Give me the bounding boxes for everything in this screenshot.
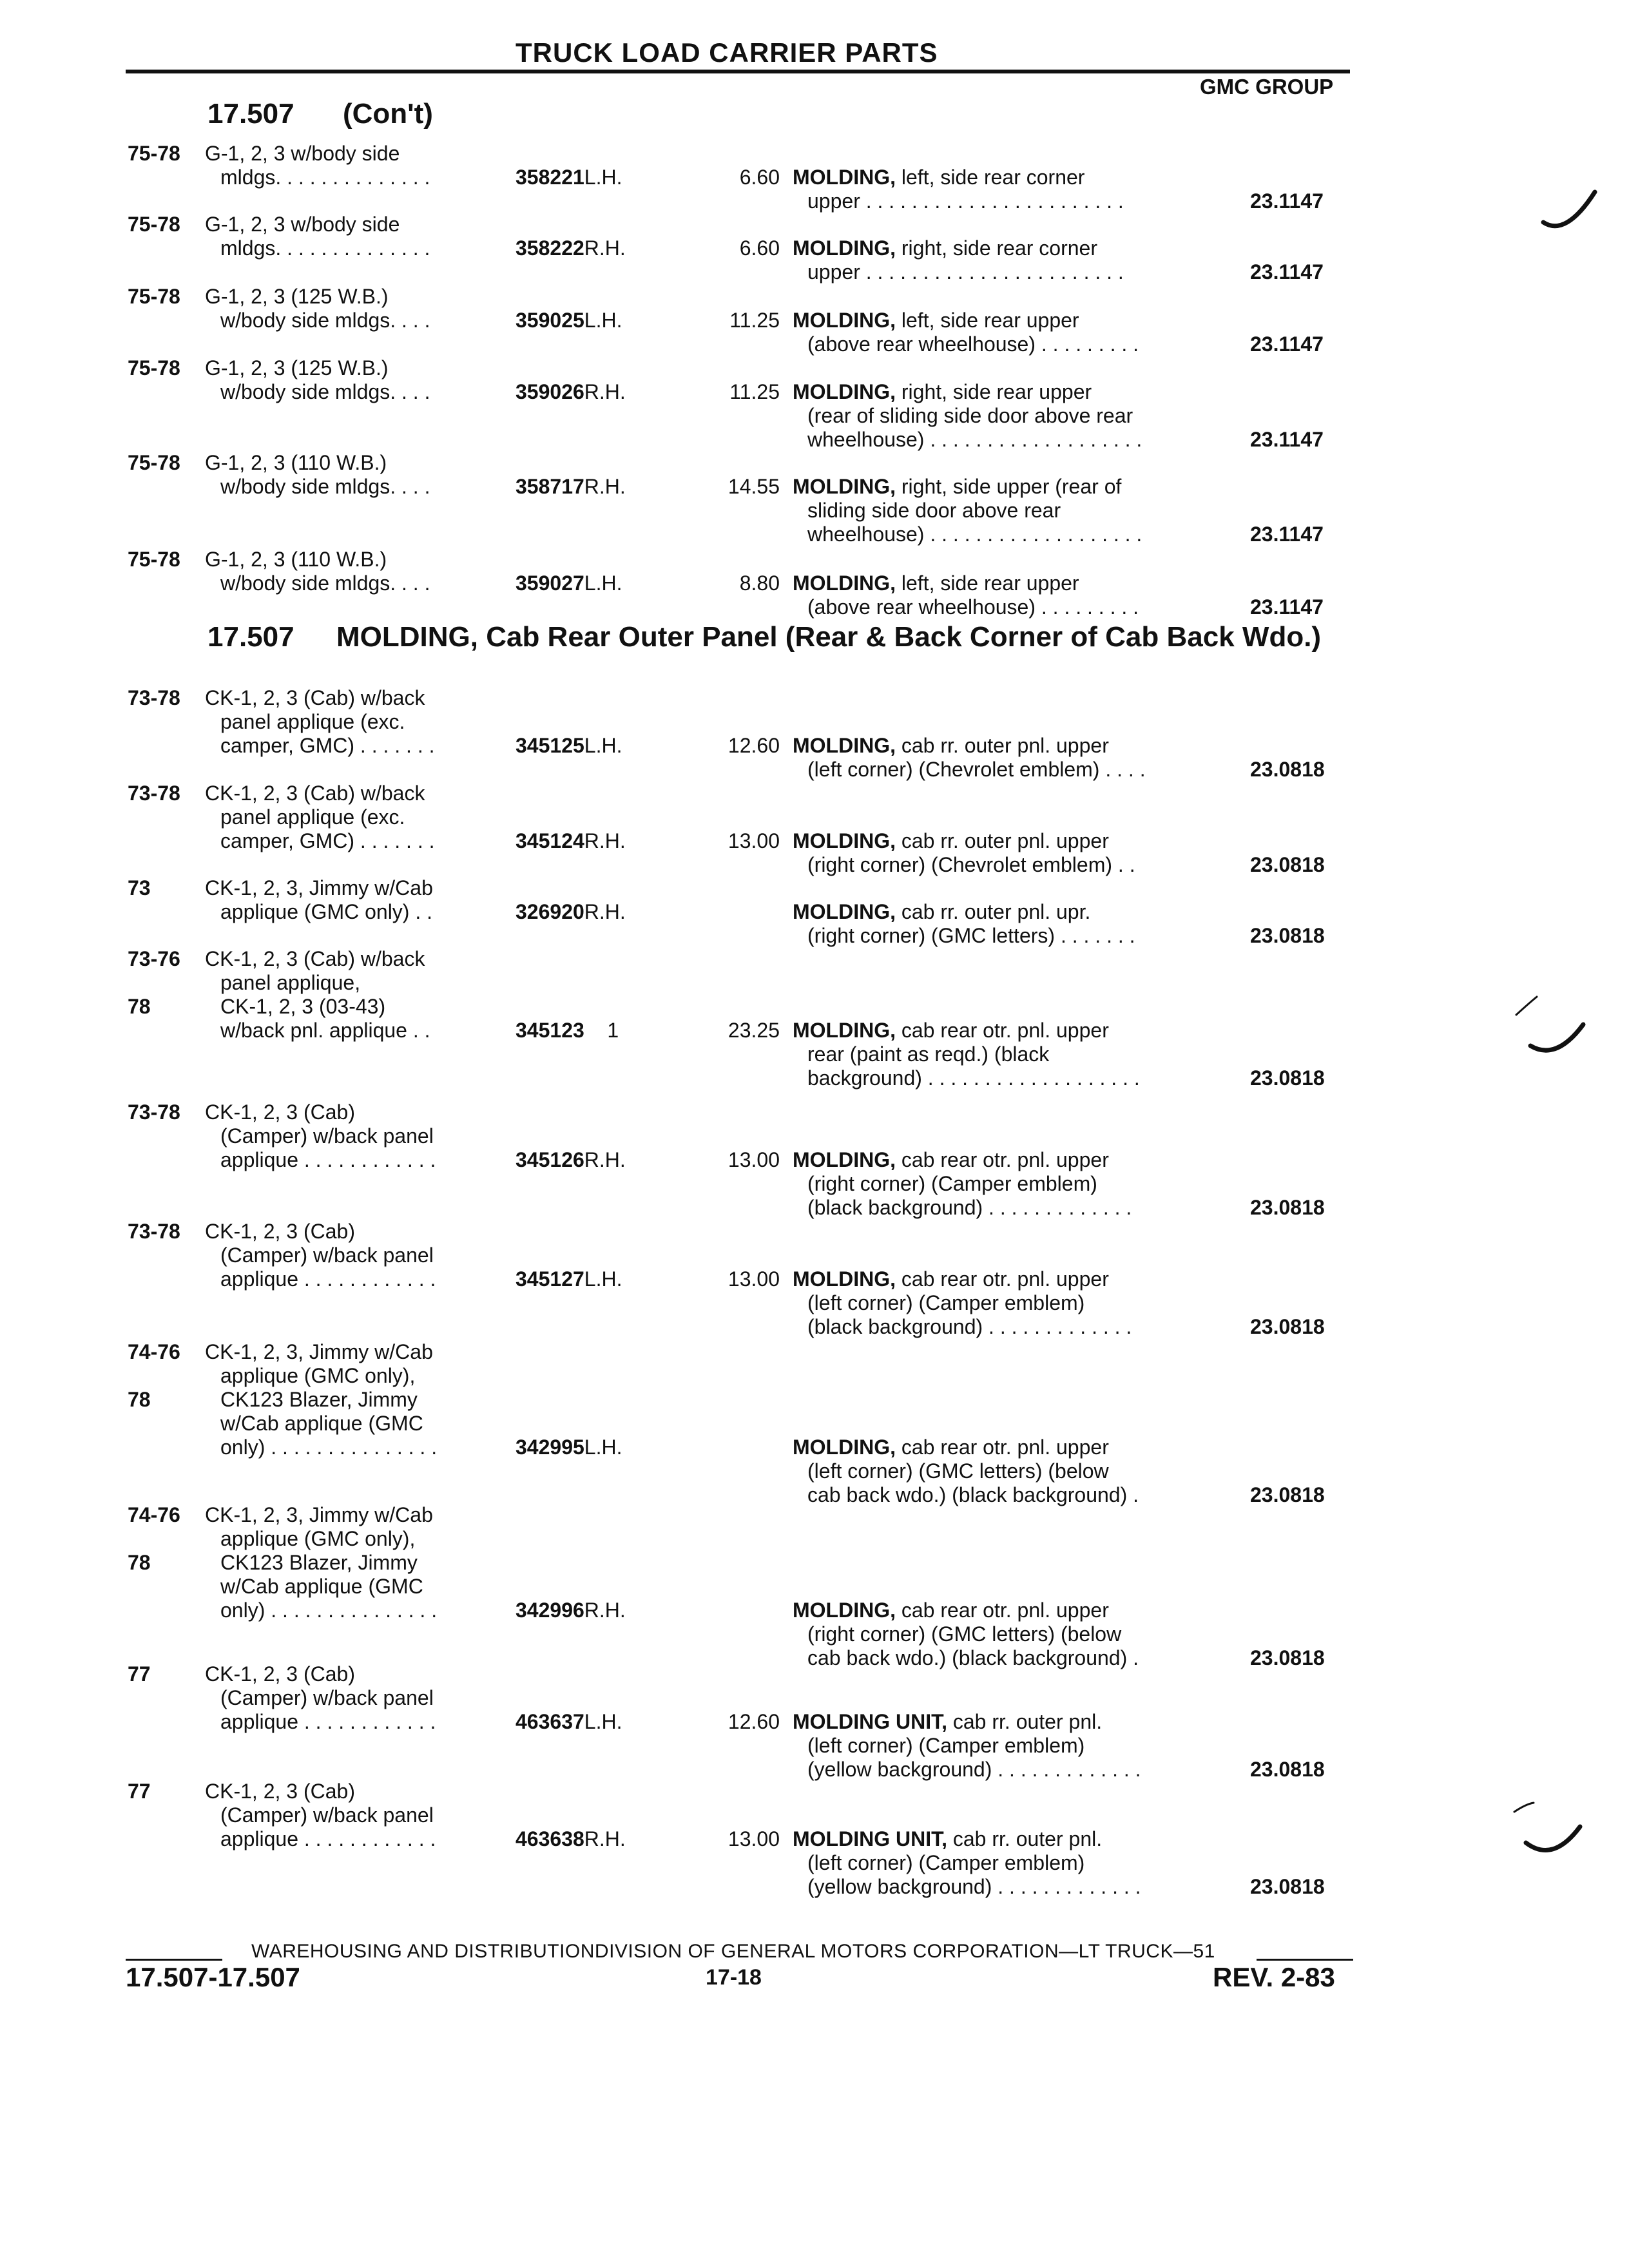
row-price: 14.55 — [728, 475, 780, 498]
item-description: cab rear otr. pnl. upper — [895, 1148, 1109, 1171]
row-reference: 23.0818 — [1250, 1483, 1325, 1506]
check-mark-icon — [1508, 1791, 1585, 1862]
description-line: cab back wdo.) (black background) . — [807, 1483, 1139, 1506]
part-number: 463637 — [516, 1710, 584, 1733]
row-price: 13.00 — [728, 1827, 780, 1850]
description-line — [793, 829, 1109, 853]
part-side: R.H. — [584, 236, 626, 260]
part-side: 1 — [584, 1019, 619, 1042]
part-number: 345126 — [516, 1148, 584, 1171]
row-application: w/body side mldgs. . . . — [220, 309, 430, 332]
part-side: R.H. — [584, 475, 626, 498]
row-application: applique . . . . . . . . . . . . — [220, 1148, 436, 1171]
item-name: MOLDING, — [793, 1148, 896, 1171]
description-line — [793, 1148, 1109, 1172]
part-number-cell — [516, 1827, 626, 1851]
row-year: 78 — [128, 1388, 151, 1411]
item-description: right, side upper (rear of — [895, 475, 1122, 498]
part-side: R.H. — [584, 380, 626, 403]
part-number-cell — [516, 734, 622, 758]
row-year: 73-78 — [128, 1100, 180, 1124]
item-description: cab rear otr. pnl. upper — [895, 1436, 1109, 1459]
page-title: TRUCK LOAD CARRIER PARTS — [516, 37, 938, 68]
part-number-cell — [516, 309, 622, 332]
part-number-cell — [516, 236, 626, 260]
part-number: 345125 — [516, 734, 584, 757]
row-application: panel applique (exc. — [220, 710, 405, 733]
part-number: 345124 — [516, 829, 584, 852]
part-number: 359025 — [516, 309, 584, 332]
row-reference: 23.0818 — [1250, 1196, 1325, 1219]
part-side: L.H. — [584, 1436, 622, 1459]
row-year: 73-78 — [128, 782, 180, 805]
description-line — [793, 1710, 1102, 1734]
item-name: MOLDING, — [793, 1599, 896, 1622]
row-year: 74-76 — [128, 1340, 180, 1363]
row-year: 78 — [128, 1551, 151, 1574]
item-description: cab rear otr. pnl. upper — [895, 1599, 1109, 1622]
description-line: (right corner) (Chevrolet emblem) . . — [807, 853, 1135, 876]
item-description: cab rr. outer pnl. upper — [895, 734, 1109, 757]
row-application: CK-1, 2, 3 (03-43) — [220, 995, 386, 1018]
row-application: w/Cab applique (GMC — [220, 1575, 423, 1598]
row-application: CK-1, 2, 3, Jimmy w/Cab — [205, 1503, 433, 1526]
item-name: MOLDING, — [793, 572, 896, 595]
description-line: (right corner) (GMC letters) . . . . . . . — [807, 924, 1135, 947]
row-application: applique (GMC only), — [220, 1527, 416, 1550]
row-application: only) . . . . . . . . . . . . . . . — [220, 1436, 438, 1459]
section-title: (Con't) — [343, 98, 433, 130]
description-line: (above rear wheelhouse) . . . . . . . . . — [807, 332, 1139, 356]
item-name: MOLDING, — [793, 1019, 896, 1042]
row-application: (Camper) w/back panel — [220, 1244, 434, 1267]
row-year: 75-78 — [128, 356, 180, 380]
item-name: MOLDING UNIT, — [793, 1710, 947, 1733]
row-application: w/back pnl. applique . . — [220, 1019, 430, 1042]
description-line — [793, 1827, 1102, 1851]
part-number-cell — [516, 1267, 622, 1291]
row-price: 6.60 — [739, 166, 780, 189]
row-application: G-1, 2, 3 w/body side — [205, 142, 400, 165]
part-number-cell — [516, 380, 626, 404]
row-reference: 23.0818 — [1250, 1875, 1325, 1898]
description-line: wheelhouse) . . . . . . . . . . . . . . . . . . . — [807, 428, 1142, 451]
row-year: 73-78 — [128, 1220, 180, 1243]
row-application: w/body side mldgs. . . . — [220, 475, 430, 498]
description-line — [793, 572, 1079, 595]
description-line — [793, 734, 1109, 758]
part-number: 345123 — [516, 1019, 584, 1042]
item-name: MOLDING, — [793, 900, 896, 923]
row-application: mldgs. . . . . . . . . . . . . . — [220, 236, 430, 260]
section-title: MOLDING, Cab Rear Outer Panel (Rear & Back Corner of Cab Back Wdo.) — [336, 621, 1322, 653]
description-line: upper . . . . . . . . . . . . . . . . . . . . . . . — [807, 189, 1124, 213]
description-line — [793, 309, 1079, 332]
row-year: 78 — [128, 995, 151, 1018]
row-reference: 23.1147 — [1250, 332, 1324, 356]
row-price: 11.25 — [729, 380, 780, 403]
row-reference: 23.1147 — [1250, 428, 1324, 451]
description-line — [793, 380, 1092, 404]
description-line — [793, 166, 1084, 189]
part-side: L.H. — [584, 309, 622, 332]
part-side: L.H. — [584, 734, 622, 757]
description-line — [793, 236, 1097, 260]
part-side: R.H. — [584, 1827, 626, 1850]
description-line — [793, 475, 1121, 499]
item-description: left, side rear upper — [895, 572, 1079, 595]
part-number: 342995 — [516, 1436, 584, 1459]
part-side: L.H. — [584, 572, 622, 595]
part-side: L.H. — [584, 1267, 622, 1291]
check-mark-icon — [1540, 187, 1598, 238]
row-reference: 23.0818 — [1250, 1066, 1325, 1090]
item-name: MOLDING, — [793, 166, 896, 189]
row-year: 77 — [128, 1780, 151, 1803]
row-year: 75-78 — [128, 213, 180, 236]
row-application: w/body side mldgs. . . . — [220, 380, 430, 403]
item-description: left, side rear upper — [895, 309, 1079, 332]
part-number: 358717 — [516, 475, 584, 498]
footer-rule-right — [1257, 1959, 1353, 1961]
part-number-cell — [516, 1710, 622, 1734]
row-application: mldgs. . . . . . . . . . . . . . — [220, 166, 430, 189]
part-number: 345127 — [516, 1267, 584, 1291]
part-number: 358221 — [516, 166, 584, 189]
part-number-cell — [516, 572, 622, 595]
row-application: w/body side mldgs. . . . — [220, 572, 430, 595]
part-number-cell — [516, 1148, 626, 1172]
row-application: CK-1, 2, 3 (Cab) w/back — [205, 782, 425, 805]
description-line: (left corner) (Chevrolet emblem) . . . . — [807, 758, 1146, 781]
part-side: R.H. — [584, 900, 626, 923]
description-line: (black background) . . . . . . . . . . . . . — [807, 1315, 1132, 1338]
row-application: CK-1, 2, 3 (Cab) w/back — [205, 947, 425, 970]
row-reference: 23.0818 — [1250, 853, 1325, 876]
description-line: wheelhouse) . . . . . . . . . . . . . . . . . . . — [807, 523, 1142, 546]
row-application: CK-1, 2, 3 (Cab) — [205, 1662, 355, 1686]
description-line: (yellow background) . . . . . . . . . . . . . — [807, 1758, 1141, 1781]
row-application: camper, GMC) . . . . . . . — [220, 829, 435, 852]
row-application: panel applique (exc. — [220, 805, 405, 829]
footer-rule-left — [126, 1959, 222, 1961]
part-number: 342996 — [516, 1599, 584, 1622]
item-description: cab rr. outer pnl. — [947, 1827, 1103, 1850]
row-price: 12.60 — [728, 1710, 780, 1733]
row-year: 74-76 — [128, 1503, 180, 1526]
description-line: (black background) . . . . . . . . . . . . . — [807, 1196, 1132, 1219]
row-application: G-1, 2, 3 (110 W.B.) — [205, 548, 387, 571]
row-application: G-1, 2, 3 (125 W.B.) — [205, 285, 389, 308]
row-application: camper, GMC) . . . . . . . — [220, 734, 435, 757]
part-number: 359026 — [516, 380, 584, 403]
row-application: (Camper) w/back panel — [220, 1686, 434, 1709]
row-application: w/Cab applique (GMC — [220, 1412, 423, 1435]
description-line: (left corner) (Camper emblem) — [807, 1291, 1085, 1314]
footer-revision: REV. 2-83 — [1213, 1962, 1335, 1992]
row-year: 75-78 — [128, 548, 180, 571]
row-reference: 23.0818 — [1250, 1646, 1325, 1669]
item-description: cab rr. outer pnl. — [947, 1710, 1103, 1733]
part-number-cell — [516, 1436, 622, 1459]
row-price: 6.60 — [739, 236, 780, 260]
row-reference: 23.0818 — [1250, 924, 1325, 947]
description-line: background) . . . . . . . . . . . . . . . . . . . — [807, 1066, 1140, 1090]
part-side: R.H. — [584, 829, 626, 852]
footer-page-number: 17-18 — [706, 1965, 762, 1990]
row-application: (Camper) w/back panel — [220, 1803, 434, 1827]
part-side: L.H. — [584, 1710, 622, 1733]
section-number: 17.507 — [207, 621, 294, 653]
row-year: 73 — [128, 876, 151, 899]
item-description: cab rr. outer pnl. upr. — [895, 900, 1091, 923]
part-side: L.H. — [584, 166, 622, 189]
row-price: 12.60 — [728, 734, 780, 757]
description-line: upper . . . . . . . . . . . . . . . . . . . . . . . — [807, 260, 1124, 284]
item-description: right, side rear corner — [895, 236, 1097, 260]
part-number-cell — [516, 475, 626, 499]
part-number-cell — [516, 1599, 626, 1622]
description-line — [793, 900, 1090, 924]
row-application: applique (GMC only) . . — [220, 900, 433, 923]
part-number-cell — [516, 900, 626, 924]
description-line: rear (paint as reqd.) (black — [807, 1043, 1050, 1066]
description-line: (left corner) (Camper emblem) — [807, 1851, 1085, 1874]
row-price: 13.00 — [728, 1267, 780, 1291]
row-reference: 23.0818 — [1250, 1315, 1325, 1338]
row-reference: 23.1147 — [1250, 260, 1324, 284]
row-application: CK-1, 2, 3, Jimmy w/Cab — [205, 1340, 433, 1363]
row-application: CK-1, 2, 3 (Cab) — [205, 1780, 355, 1803]
item-name: MOLDING, — [793, 829, 896, 852]
row-year: 75-78 — [128, 451, 180, 474]
row-application: G-1, 2, 3 (125 W.B.) — [205, 356, 389, 380]
part-number-cell — [516, 166, 622, 189]
part-number: 359027 — [516, 572, 584, 595]
description-line: (left corner) (Camper emblem) — [807, 1734, 1085, 1757]
description-line — [793, 1267, 1109, 1291]
row-year: 73-76 — [128, 947, 180, 970]
footer-range: 17.507-17.507 — [126, 1962, 300, 1992]
row-application: (Camper) w/back panel — [220, 1124, 434, 1148]
row-price: 13.00 — [728, 1148, 780, 1171]
section-number: 17.507 — [207, 98, 294, 130]
part-side: R.H. — [584, 1148, 626, 1171]
item-name: MOLDING, — [793, 734, 896, 757]
part-number-cell — [516, 829, 626, 853]
description-line: (right corner) (GMC letters) (below — [807, 1622, 1122, 1646]
description-line: cab back wdo.) (black background) . — [807, 1646, 1139, 1669]
row-price: 8.80 — [739, 572, 780, 595]
row-price: 13.00 — [728, 829, 780, 852]
description-line: (yellow background) . . . . . . . . . . . . . — [807, 1875, 1141, 1898]
row-price: 23.25 — [728, 1019, 780, 1042]
row-application: panel applique, — [220, 971, 361, 994]
description-line: (left corner) (GMC letters) (below — [807, 1459, 1109, 1483]
item-name: MOLDING UNIT, — [793, 1827, 947, 1850]
row-year: 73-78 — [128, 686, 180, 709]
item-description: cab rr. outer pnl. upper — [895, 829, 1109, 852]
row-application: applique (GMC only), — [220, 1364, 416, 1387]
check-mark-icon — [1511, 989, 1588, 1060]
part-number-cell — [516, 1019, 619, 1043]
item-name: MOLDING, — [793, 380, 896, 403]
row-application: CK-1, 2, 3, Jimmy w/Cab — [205, 876, 433, 899]
row-application: applique . . . . . . . . . . . . — [220, 1710, 436, 1733]
item-name: MOLDING, — [793, 1267, 896, 1291]
description-line: sliding side door above rear — [807, 499, 1061, 522]
group-label: GMC GROUP — [1200, 75, 1334, 99]
description-line — [793, 1599, 1109, 1622]
row-application: only) . . . . . . . . . . . . . . . — [220, 1599, 438, 1622]
part-number: 463638 — [516, 1827, 584, 1850]
row-application: applique . . . . . . . . . . . . — [220, 1827, 436, 1850]
item-description: right, side rear upper — [895, 380, 1092, 403]
description-line: (right corner) (Camper emblem) — [807, 1172, 1097, 1195]
row-application: G-1, 2, 3 (110 W.B.) — [205, 451, 387, 474]
row-year: 75-78 — [128, 142, 180, 165]
row-year: 75-78 — [128, 285, 180, 308]
part-number: 326920 — [516, 900, 584, 923]
row-reference: 23.1147 — [1250, 523, 1324, 546]
row-price: 11.25 — [729, 309, 780, 332]
row-application: CK123 Blazer, Jimmy — [220, 1551, 418, 1574]
row-year: 77 — [128, 1662, 151, 1686]
item-name: MOLDING, — [793, 236, 896, 260]
row-application: CK123 Blazer, Jimmy — [220, 1388, 418, 1411]
item-description: cab rear otr. pnl. upper — [895, 1267, 1109, 1291]
row-reference: 23.1147 — [1250, 595, 1324, 619]
row-application: CK-1, 2, 3 (Cab) w/back — [205, 686, 425, 709]
item-name: MOLDING, — [793, 309, 896, 332]
description-line: (above rear wheelhouse) . . . . . . . . . — [807, 595, 1139, 619]
item-description: left, side rear corner — [895, 166, 1085, 189]
footer-division: WAREHOUSING AND DISTRIBUTIONDIVISION OF GENERAL MOTORS CORPORATION—LT TRUCK—51 — [251, 1941, 1215, 1962]
part-number: 358222 — [516, 236, 584, 260]
row-application: G-1, 2, 3 w/body side — [205, 213, 400, 236]
item-name: MOLDING, — [793, 1436, 896, 1459]
description-line: (rear of sliding side door above rear — [807, 404, 1133, 427]
row-reference: 23.1147 — [1250, 189, 1324, 213]
row-reference: 23.0818 — [1250, 758, 1325, 781]
row-application: CK-1, 2, 3 (Cab) — [205, 1220, 355, 1243]
item-description: cab rear otr. pnl. upper — [895, 1019, 1109, 1042]
section-heading-continued — [207, 98, 433, 130]
row-application: CK-1, 2, 3 (Cab) — [205, 1100, 355, 1124]
row-reference: 23.0818 — [1250, 1758, 1325, 1781]
description-line — [793, 1436, 1109, 1459]
part-side: R.H. — [584, 1599, 626, 1622]
header-rule — [126, 70, 1350, 73]
row-application: applique . . . . . . . . . . . . — [220, 1267, 436, 1291]
item-name: MOLDING, — [793, 475, 896, 498]
description-line — [793, 1019, 1109, 1043]
